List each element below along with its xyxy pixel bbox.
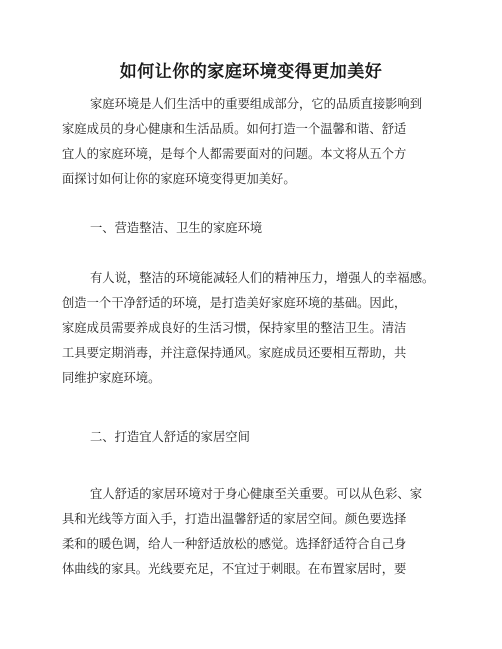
paragraph-line: 有人说，整洁的环境能减轻人们的精神压力，增强人的幸福感。: [90, 271, 435, 285]
intro-line: 家庭环境是人们生活中的重要组成部分，它的品质直接影响到: [90, 97, 423, 111]
intro-line: 宜人的家庭环境，是每个人都需要面对的问题。本文将从五个方: [62, 147, 407, 161]
paragraph-line: 同维护家庭环境。: [62, 371, 161, 385]
paragraph-line: 柔和的暖色调，给人一种舒适放松的感觉。选择舒适符合自己身: [62, 537, 407, 551]
paragraph-line: 工具要定期消毒，并注意保持通风。家庭成员还要相互帮助，共: [62, 346, 407, 360]
intro-line: 家庭成员的身心健康和生活品质。如何打造一个温馨和谐、舒适: [62, 122, 407, 136]
section-heading: 二、打造宜人舒适的家居空间: [90, 430, 250, 444]
paragraph-line: 家庭成员需要养成良好的生活习惯，保持家里的整洁卫生。清洁: [62, 321, 407, 335]
section-heading: 一、营造整洁、卫生的家庭环境: [90, 221, 263, 235]
paragraph-line: 体曲线的家具。光线要充足，不宜过于刺眼。在布置家居时，要: [62, 562, 407, 576]
paragraph-line: 具和光线等方面入手，打造出温馨舒适的家居空间。颜色要选择: [62, 512, 407, 526]
document-title: 如何让你的家庭环境变得更加美好: [119, 62, 383, 82]
intro-line: 面探讨如何让你的家庭环境变得更加美好。: [62, 172, 296, 186]
paragraph-line: 创造一个干净舒适的环境，是打造美好家庭环境的基础。因此，: [62, 296, 407, 310]
paragraph-line: 宜人舒适的家居环境对于身心健康至关重要。可以从色彩、家: [90, 487, 423, 501]
